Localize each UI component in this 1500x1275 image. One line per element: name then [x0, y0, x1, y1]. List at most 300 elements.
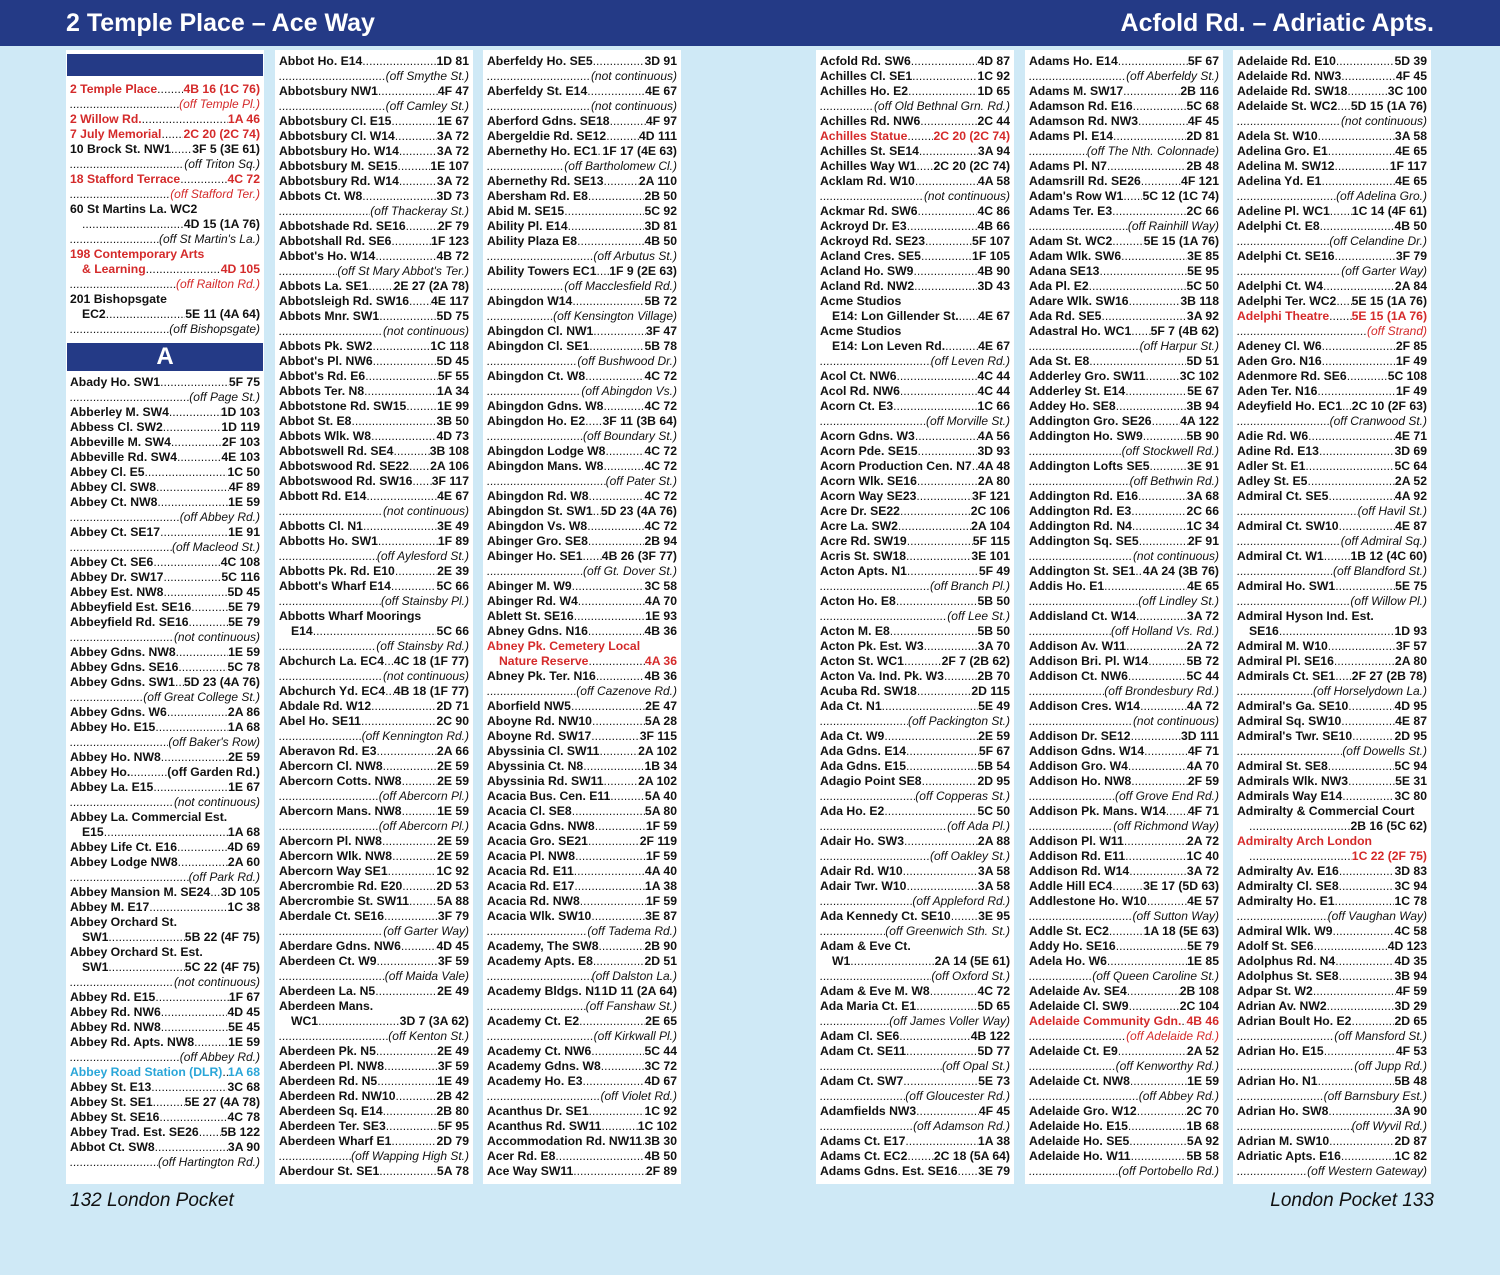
index-entry: [70, 765, 260, 780]
index-entry: [1237, 669, 1427, 684]
index-subnote: [1237, 1059, 1427, 1074]
index-entry: [279, 1119, 469, 1134]
index-entry: [1237, 129, 1427, 144]
index-entry: [820, 339, 1010, 354]
index-entry: [279, 279, 469, 294]
entry-grid-ref: 3C 94: [1394, 879, 1427, 893]
index-entry: [1029, 834, 1219, 849]
leader-dots: [1347, 369, 1388, 384]
entry-grid-ref: 4E 67: [978, 339, 1010, 353]
entry-grid-ref: 3D 105: [220, 885, 260, 899]
entry-note: (off Oakley St.): [929, 849, 1010, 863]
entry-grid-ref: 2C 10 (2F 63): [1351, 399, 1427, 413]
entry-grid-ref: 3F 117: [431, 474, 469, 488]
entry-name: Acre Rd. SW19: [820, 534, 907, 548]
leader-dots: [915, 174, 978, 189]
leader-dots: [1129, 294, 1181, 309]
leader-dots: [279, 969, 385, 984]
leader-dots: [1237, 1119, 1352, 1134]
leader-dots: [157, 82, 183, 97]
entry-grid-ref: 5C 50: [977, 804, 1010, 818]
entry-name: Ada Ct. W9: [820, 729, 885, 743]
leader-dots: [604, 174, 639, 189]
leader-dots: [377, 954, 438, 969]
entry-name: Adelaide St. WC2: [1237, 99, 1338, 113]
entry-note: (off Portobello Rd.): [1118, 1164, 1219, 1178]
entry-grid-ref: 4B 36: [644, 669, 677, 683]
entry-name: Abbey Ct. SE17: [70, 525, 161, 539]
index-entry: [279, 579, 469, 594]
entry-grid-ref: 5D 65: [977, 999, 1010, 1013]
index-entry: [1029, 999, 1219, 1014]
index-entry: [279, 159, 469, 174]
index-entry: [487, 54, 677, 69]
index-entry: [1237, 729, 1427, 744]
entry-name: Acme Studios: [820, 324, 902, 338]
index-entry: [1237, 1104, 1427, 1119]
leader-dots: [399, 144, 437, 159]
entry-grid-ref: 3F 57: [1395, 639, 1427, 653]
entry-grid-ref: 2C 20 (2C 74): [183, 127, 260, 141]
index-entry: [487, 294, 677, 309]
index-entry: [279, 1089, 469, 1104]
leader-dots: [1321, 174, 1395, 189]
leader-dots: [279, 669, 383, 684]
leader-dots: [820, 414, 926, 429]
index-entry: [279, 414, 469, 429]
entry-note: (off Old Bethnal Grn. Rd.): [873, 99, 1010, 113]
leader-dots: [487, 564, 583, 579]
entry-grid-ref: 2F 79: [437, 219, 469, 233]
entry-name: Aberfeldy Ho. SE5: [487, 54, 593, 68]
entry-note: (off Ada Pl.): [947, 819, 1010, 833]
index-subnote: [279, 264, 469, 279]
entry-name: Addey Ho. SE8: [1029, 399, 1116, 413]
entry-grid-ref: 4A 36: [644, 654, 677, 668]
index-entry: [487, 519, 677, 534]
leader-dots: [1334, 654, 1395, 669]
entry-name: Adam & Eve M. W8: [820, 984, 930, 998]
entry-grid-ref: 5E 15 (1A 76): [1351, 294, 1427, 308]
entry-grid-ref: 2E 59: [978, 729, 1010, 743]
leader-dots: [603, 399, 644, 414]
index-entry: [820, 159, 1010, 174]
leader-dots: [1029, 69, 1126, 84]
index-subnote: [487, 279, 677, 294]
entry-name: Addison Gro. W4: [1029, 759, 1128, 773]
entry-name: Abchurch La. EC4: [279, 654, 384, 668]
entry-grid-ref: 4E 65: [1395, 144, 1427, 158]
entry-grid-ref: 3D 91: [644, 54, 677, 68]
entry-note: (off Adamson Rd.): [913, 1119, 1010, 1133]
leader-dots: [177, 840, 227, 855]
entry-name: Acacia Pl. NW8: [487, 849, 576, 863]
leader-dots: [896, 594, 978, 609]
index-entry: [487, 759, 677, 774]
leader-dots: [577, 234, 644, 249]
leader-dots: [912, 69, 977, 84]
index-subnote: [1029, 1089, 1219, 1104]
entry-grid-ref: 4F 121: [1181, 174, 1219, 188]
entry-name: Ada Gdns. E15: [820, 759, 907, 773]
leader-dots: [588, 654, 644, 669]
leader-dots: [171, 142, 192, 157]
index-subnote: [279, 924, 469, 939]
leader-dots: [365, 369, 438, 384]
entry-grid-ref: 3A 68: [1186, 489, 1219, 503]
entry-grid-ref: 5D 51: [1186, 354, 1219, 368]
entry-name: Ada Kennedy Ct. SE10: [820, 909, 951, 923]
index-subnote: [820, 849, 1010, 864]
entry-name: Acton Apts. N1: [820, 564, 907, 578]
entry-name: Adamson Rd. NW3: [1029, 114, 1139, 128]
entry-grid-ref: 5C 78: [227, 660, 260, 674]
entry-grid-ref: 4A 70: [1186, 759, 1219, 773]
leader-dots: [412, 474, 431, 489]
index-entry: [1029, 894, 1219, 909]
entry-grid-ref: 4B 50: [1394, 219, 1427, 233]
entry-name: Admiralty Arch London: [1237, 834, 1372, 848]
entry-grid-ref: 2C 20 (2C 74): [933, 129, 1010, 143]
entry-name: 2 Willow Rd.: [70, 112, 142, 126]
entry-name: Admiral's Twr. SE10: [1237, 729, 1353, 743]
leader-dots: [575, 849, 646, 864]
entry-name: Academy Ct. NW6: [487, 1044, 592, 1058]
index-entry: [70, 495, 260, 510]
leader-dots: [153, 1095, 185, 1110]
index-entry: [487, 774, 677, 789]
entry-grid-ref: 4A 48: [977, 459, 1010, 473]
index-entry: [1029, 489, 1219, 504]
entry-name: Aberdare Gdns. NW6: [279, 939, 401, 953]
index-entry: [1237, 894, 1427, 909]
index-entry: [1237, 144, 1427, 159]
index-entry: [487, 879, 677, 894]
entry-name: Abbey Orchard St. Est.: [70, 945, 203, 959]
leader-dots: [913, 264, 977, 279]
index-entry: [1029, 669, 1219, 684]
entry-grid-ref: 3F 47: [645, 324, 677, 338]
index-column: [1025, 50, 1223, 1184]
leader-dots: [371, 699, 436, 714]
leader-dots: [1109, 924, 1144, 939]
entry-name: Adam Wlk. SW6: [1029, 249, 1122, 263]
index-entry: [70, 945, 260, 960]
leader-dots: [1328, 489, 1394, 504]
leader-dots: [1327, 999, 1395, 1014]
entry-grid-ref: 3A 58: [1394, 129, 1427, 143]
entry-name: Abbots Ter. N8: [279, 384, 365, 398]
leader-dots: [916, 1104, 979, 1119]
entry-note: (off Arbutus St.): [593, 249, 677, 263]
leader-dots: [153, 780, 228, 795]
entry-name: Ada Rd. SE5: [1029, 309, 1102, 323]
entry-name: Adrian Ho. E15: [1237, 1044, 1324, 1058]
entry-name: Abbotsbury Cl. E15: [279, 114, 392, 128]
entry-name: Aberdeen Pl. NW8: [279, 1059, 384, 1073]
leader-dots: [1029, 474, 1130, 489]
entry-note: (off Kensington Village): [553, 309, 677, 323]
entry-grid-ref: 4D 45: [227, 1005, 260, 1019]
entry-grid-ref: 4E 67: [437, 489, 469, 503]
entry-grid-ref: 4F 47: [437, 84, 469, 98]
leader-dots: [161, 750, 228, 765]
entry-name: Adams M. SW17: [1029, 84, 1124, 98]
entry-grid-ref: 4C 72: [977, 984, 1010, 998]
entry-grid-ref: 3E 85: [1187, 249, 1219, 263]
entry-note: (off Branch Pl.): [929, 579, 1010, 593]
entry-note: (off St Martin's La.): [159, 232, 260, 246]
entry-name: Abberley M. SW4: [70, 405, 169, 419]
index-entry: [820, 519, 1010, 534]
index-entry: [487, 399, 677, 414]
leader-dots: [279, 819, 379, 834]
entry-name: Addington Rd. N4: [1029, 519, 1132, 533]
index-entry: [487, 459, 677, 474]
right-page: [750, 0, 1500, 1275]
leader-dots: [1339, 519, 1396, 534]
index-subnote: [820, 894, 1010, 909]
index-entry: [487, 174, 677, 189]
entry-name: Acacia Gdns. NW8: [487, 819, 595, 833]
entry-grid-ref: 2D 71: [436, 699, 469, 713]
entry-name: Adams Ct. EC2: [820, 1149, 908, 1163]
leader-dots: [167, 705, 228, 720]
index-entry: [1237, 204, 1427, 219]
entry-name: Abercorn Cl. NW8: [279, 759, 383, 773]
index-subnote: [1029, 549, 1219, 564]
entry-name: Adelphi Ct. W4: [1237, 279, 1323, 293]
header-title: 2 Temple Place – Ace Way: [66, 9, 375, 37]
index-column: [816, 50, 1014, 1184]
index-entry: [820, 54, 1010, 69]
index-subnote: [820, 1089, 1010, 1104]
leader-dots: [1029, 909, 1133, 924]
index-subnote: [1237, 1029, 1427, 1044]
leader-dots: [593, 54, 645, 69]
leader-dots: [604, 774, 639, 789]
index-entry: [279, 84, 469, 99]
index-entry: [70, 112, 260, 127]
index-entry: [1237, 459, 1427, 474]
index-entry: [487, 624, 677, 639]
entry-grid-ref: 1E 91: [228, 525, 260, 539]
leader-dots: [70, 390, 189, 405]
entry-name: Abyssinia Rd. SW11: [487, 774, 604, 788]
entry-name: Adriatic Apts. E16: [1237, 1149, 1341, 1163]
entry-name: Abbey Ho. NW8: [70, 750, 161, 764]
entry-name: Adenmore Rd. SE6: [1237, 369, 1347, 383]
entry-grid-ref: 1C 102: [637, 1119, 677, 1133]
entry-grid-ref: 5E 27 (4A 78): [184, 1095, 260, 1109]
entry-grid-ref: 4C 72: [644, 489, 677, 503]
entry-name: Adams Ct. E17: [820, 1134, 906, 1148]
entry-grid-ref: 5B 58: [1186, 1149, 1219, 1163]
index-subnote: [70, 690, 260, 705]
leader-dots: [820, 354, 931, 369]
leader-dots: [906, 879, 977, 894]
entry-grid-ref: 2A 104: [971, 519, 1010, 533]
leader-dots: [1237, 534, 1341, 549]
entry-grid-ref: 4B 50: [644, 1149, 677, 1163]
index-entry: [70, 885, 260, 900]
entry-grid-ref: 5A 78: [436, 1164, 469, 1178]
leader-dots: [385, 684, 394, 699]
entry-grid-ref: 4D 111: [639, 129, 677, 143]
entry-grid-ref: 5E 79: [1187, 939, 1219, 953]
leader-dots: [920, 114, 977, 129]
index-entry: [279, 309, 469, 324]
index-subnote: [487, 969, 677, 984]
leader-dots: [487, 69, 591, 84]
leader-dots: [1140, 699, 1187, 714]
entry-grid-ref: 2F 27 (2B 78): [1351, 669, 1427, 683]
entry-name: Academy Gdns. W8: [487, 1059, 601, 1073]
entry-name: Adamson Rd. E16: [1029, 99, 1133, 113]
entry-list: [70, 375, 260, 1170]
index-entry: [70, 780, 260, 795]
index-entry: [70, 900, 260, 915]
index-entry: [820, 114, 1010, 129]
leader-dots: [178, 855, 228, 870]
index-subnote: [820, 189, 1010, 204]
entry-name: Acol Ct. NW6: [820, 369, 897, 383]
entry-name: Adelphi Ct. SE16: [1237, 249, 1335, 263]
entry-grid-ref: 3F 121: [972, 489, 1010, 503]
index-entry: [279, 474, 469, 489]
index-subnote: [279, 549, 469, 564]
leader-dots: [153, 555, 220, 570]
leader-dots: [1136, 609, 1187, 624]
leader-dots: [1029, 219, 1128, 234]
index-entry: [279, 1059, 469, 1074]
leader-dots: [601, 1119, 637, 1134]
index-subnote: [1029, 1059, 1219, 1074]
index-entry: [1029, 459, 1219, 474]
entry-grid-ref: 4B 46: [1186, 1014, 1219, 1028]
entry-name: Achilles Cl. SE1: [820, 69, 913, 83]
entry-grid-ref: 2A 88: [977, 834, 1010, 848]
leader-dots: [279, 69, 386, 84]
index-entry: [279, 999, 469, 1014]
entry-grid-ref: 5B 48: [1394, 1074, 1427, 1088]
leader-dots: [1237, 189, 1336, 204]
index-subnote: [487, 924, 677, 939]
entry-name: Abercorn Wlk. NW8: [279, 849, 393, 863]
leader-dots: [156, 480, 229, 495]
leader-dots: [1129, 864, 1187, 879]
entry-name: Abernethy Ho. EC1: [487, 144, 598, 158]
leader-dots: [371, 429, 436, 444]
entry-name: Abbey Trad. Est. SE26: [70, 1125, 199, 1139]
entry-name: Adelaide Community Gdn.: [1029, 1014, 1182, 1028]
index-entry: [487, 714, 677, 729]
entry-name: Abney Gdns. N16: [487, 624, 588, 638]
entry-name: Abbots La. SE1: [279, 279, 369, 293]
entry-grid-ref: 3A 58: [977, 864, 1010, 878]
index-entry: [279, 444, 469, 459]
index-entry: [279, 879, 469, 894]
leader-dots: [487, 429, 583, 444]
index-entry: [487, 189, 677, 204]
index-entry: [1029, 579, 1219, 594]
entry-grid-ref: 4A 92: [1394, 489, 1427, 503]
index-entry: [70, 570, 260, 585]
entry-grid-ref: 1A 68: [227, 720, 260, 734]
entry-grid-ref: 4B 122: [970, 1029, 1010, 1043]
entry-note: (off Strand): [1366, 324, 1427, 338]
entry-name: Adelina Gro. E1: [1237, 144, 1328, 158]
entry-grid-ref: 2F 7 (2B 62): [941, 654, 1010, 668]
index-entry: [70, 705, 260, 720]
entry-grid-ref: 4B 26 (3F 77): [601, 549, 677, 563]
leader-dots: [383, 1104, 437, 1119]
entry-grid-ref: 2C 18 (5A 64): [933, 1149, 1010, 1163]
entry-name: Adams Gdns. Est. SE16: [820, 1164, 958, 1178]
entry-grid-ref: 3F 59: [437, 954, 469, 968]
index-entry: [279, 744, 469, 759]
leader-dots: [820, 714, 908, 729]
entry-note: (off Rainhill Way): [1127, 219, 1219, 233]
entry-name: Aberdeen La. N5: [279, 984, 376, 998]
leader-dots: [1335, 954, 1394, 969]
entry-name: Adelaide Rd. NW3: [1237, 69, 1342, 83]
entry-grid-ref: 4D 15 (1A 76): [183, 217, 260, 231]
leader-dots: [155, 1140, 228, 1155]
index-entry: [1029, 774, 1219, 789]
index-entry: [1029, 864, 1219, 879]
leader-dots: [313, 624, 437, 639]
index-entry: [1029, 939, 1219, 954]
entry-name: Adam Cl. SE6: [820, 1029, 900, 1043]
entry-grid-ref: 4B 72: [436, 249, 469, 263]
leader-dots: [318, 1014, 400, 1029]
entry-name: Abel Ho. SE11: [279, 714, 361, 728]
entry-grid-ref: 1C 82: [1394, 1149, 1427, 1163]
index-entry: [1029, 129, 1219, 144]
entry-name: Adams Ter. E3: [1029, 204, 1113, 218]
leader-dots: [279, 324, 383, 339]
index-entry: [70, 660, 260, 675]
entry-name: 18 Stafford Terrace: [70, 172, 181, 186]
leader-dots: [161, 127, 183, 142]
leader-dots: [70, 1050, 180, 1065]
leader-dots: [908, 84, 977, 99]
entry-name: Abergeldie Rd. SE12: [487, 129, 607, 143]
leader-dots: [487, 354, 577, 369]
index-entry: [1029, 924, 1219, 939]
entry-note: (off Lindley St.): [1138, 594, 1219, 608]
index-entry: [487, 1059, 677, 1074]
entry-grid-ref: 5C 44: [644, 1044, 677, 1058]
entry-name: Addy Ho. SE16: [1029, 939, 1116, 953]
entry-grid-ref: 1E 93: [645, 609, 677, 623]
entry-name: Abbotsbury Ho. W14: [279, 144, 399, 158]
entry-grid-ref: 1C 92: [644, 1104, 677, 1118]
entry-name: Adelaide Ct. E9: [1029, 1044, 1118, 1058]
leader-dots: [1279, 624, 1395, 639]
leader-dots: [279, 549, 377, 564]
entry-note: (off Dowells St.): [1342, 744, 1427, 758]
leader-dots: [605, 444, 644, 459]
index-entry: [820, 804, 1010, 819]
index-column: [483, 50, 681, 1184]
entry-name: Ability Towers EC1: [487, 264, 597, 278]
leader-dots: [1237, 594, 1350, 609]
entry-grid-ref: 3E 95: [978, 909, 1010, 923]
entry-grid-ref: 5C 12 (1C 74): [1142, 189, 1219, 203]
leader-dots: [1342, 789, 1394, 804]
